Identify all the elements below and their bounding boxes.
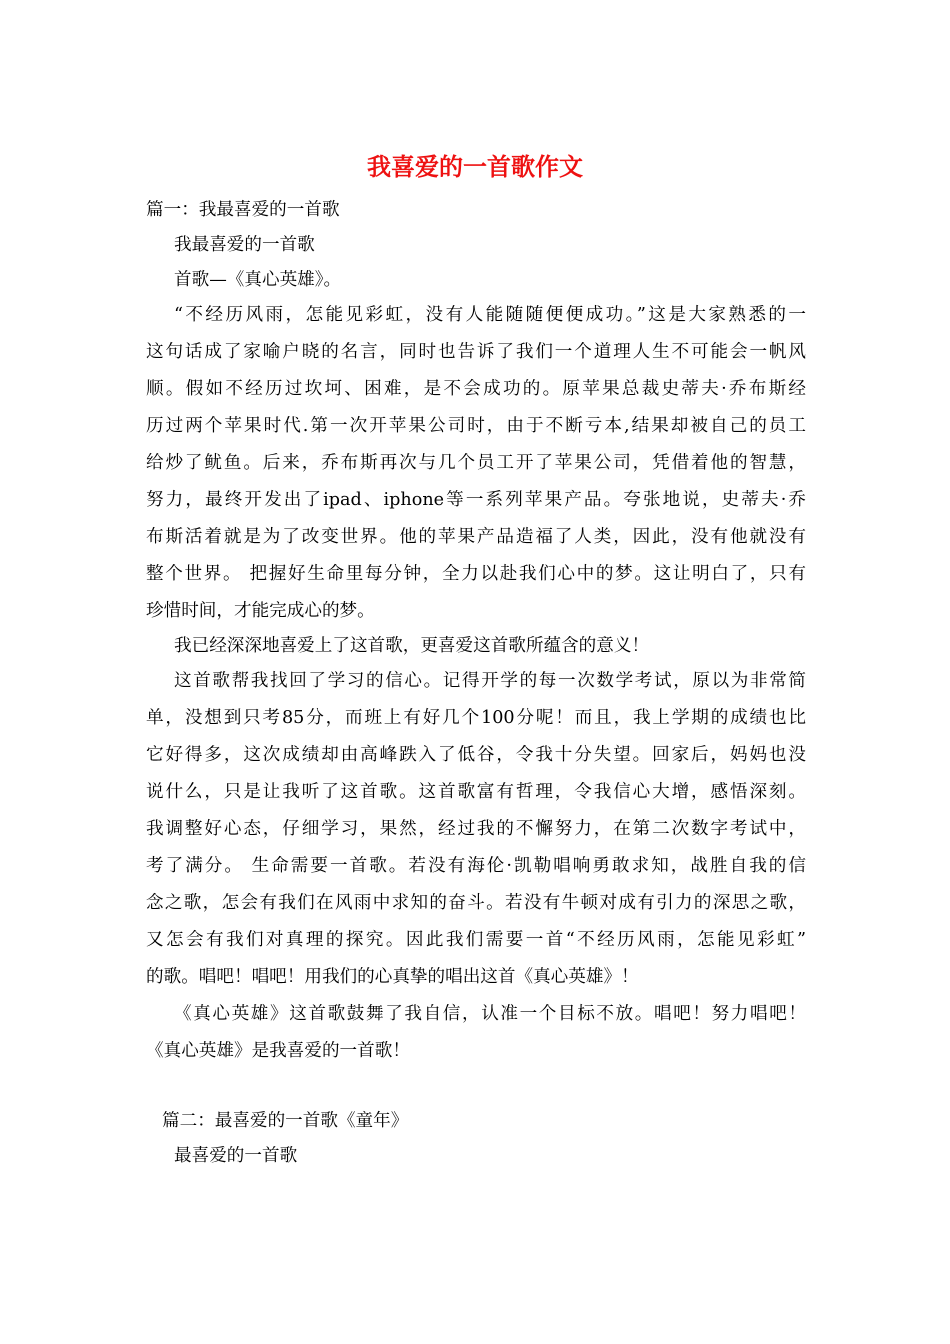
paragraph-line: 我调整好心态，仔细学习，果然，经过我的不懈努力，在第二次数字考试中，: [146, 819, 806, 839]
paragraph-line: 它好得多，这次成绩却由高峰跌入了低谷，令我十分失望。回家后，妈妈也没: [146, 745, 806, 765]
paragraph-line: 整个世界。 把握好生命里每分钟，全力以赴我们心中的梦。这让明白了，只有: [146, 564, 806, 584]
paragraph-line: 《真心英雄》是我喜爱的一首歌！: [146, 1041, 410, 1061]
paragraph-line: 布斯活着就是为了改变世界。他的苹果产品造福了人类，因此，没有他就没有: [146, 527, 806, 547]
paragraph-line: 的歌。唱吧！唱吧！用我们的心真挚的唱出这首《真心英雄》！: [146, 967, 639, 987]
paragraph-line: 给炒了鱿鱼。后来，乔布斯再次与几个员工开了苹果公司，凭借着他的智慧，: [146, 453, 806, 473]
paragraph-line: 这句话成了家喻户晓的名言，同时也告诉了我们一个道理人生不可能会一帆风: [146, 342, 806, 362]
paragraph-line: 说什么，只是让我听了这首歌。这首歌富有哲理，令我信心大增，感悟深刻。: [146, 782, 806, 802]
section-heading-2: 篇二：最喜爱的一首歌《童年》: [162, 1111, 409, 1131]
section-heading-1: 篇一：我最喜爱的一首歌: [146, 200, 340, 220]
paragraph-line: 首歌—《真心英雄》。: [174, 270, 342, 290]
paragraph-line: 念之歌，怎会有我们在风雨中求知的奋斗。若没有牛顿对成有引力的深思之歌，: [146, 893, 806, 913]
paragraph-line: 顺。假如不经历过坎坷、困难，是不会成功的。原苹果总裁史蒂夫·乔布斯经: [146, 379, 806, 399]
paragraph-line: 考了满分。 生命需要一首歌。若没有海伦·凯勒唱响勇敢求知，战胜自我的信: [146, 856, 806, 876]
paragraph-line: 努力，最终开发出了ipad、iphone等一系列苹果产品。夸张地说，史蒂夫·乔: [146, 490, 806, 510]
paragraph-line: 单，没想到只考85分，而班上有好几个100分呢！而且，我上学期的成绩也比: [146, 708, 806, 728]
paragraph-line: 我已经深深地喜爱上了这首歌，更喜爱这首歌所蕴含的意义！: [174, 636, 650, 656]
paragraph-line: “不经历风雨，怎能见彩虹，没有人能随随便便成功。”这是大家熟悉的一: [174, 305, 806, 325]
paragraph-line: 《真心英雄》这首歌鼓舞了我自信，认准一个目标不放。唱吧！努力唱吧！: [174, 1004, 806, 1024]
paragraph-line: 这首歌帮我找回了学习的信心。记得开学的每一次数学考试，原以为非常简: [174, 671, 806, 691]
song-subtitle: 最喜爱的一首歌: [174, 1146, 298, 1166]
song-subtitle: 我最喜爱的一首歌: [174, 235, 315, 255]
paragraph-line: 历过两个苹果时代.第一次开苹果公司时，由于不断亏本,结果却被自己的员工: [146, 416, 806, 436]
document-title: 我喜爱的一首歌作文: [367, 153, 583, 181]
paragraph-line: 又怎会有我们对真理的探究。因此我们需要一首“不经历风雨，怎能见彩虹”: [146, 930, 806, 950]
paragraph-line: 珍惜时间，才能完成心的梦。: [146, 601, 375, 621]
